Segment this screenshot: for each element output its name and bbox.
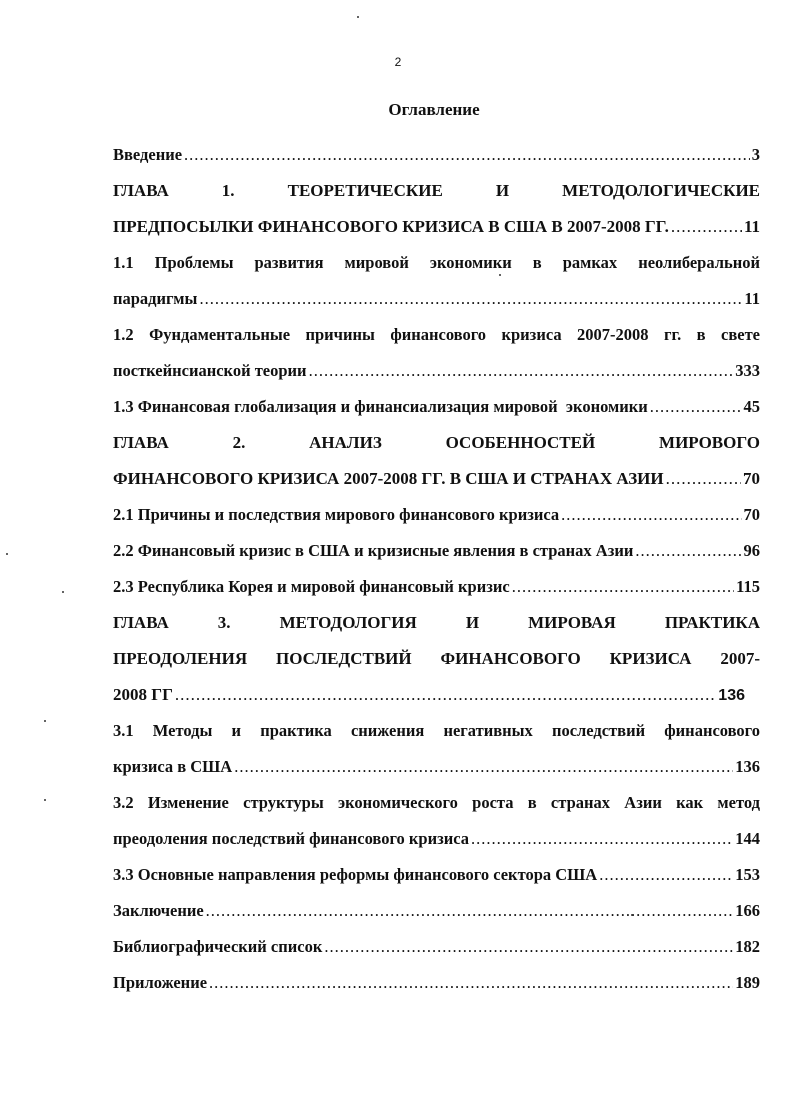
scan-speck [44,799,46,801]
toc-entry-3-2 [113,821,760,857]
chapter-word: МЕТОДОЛОГИЧЕСКИЕ [562,181,761,200]
chapter-word: ГЛАВА 2. [113,433,246,452]
toc-entry-bibliography [113,929,760,965]
scan-speck [44,720,46,722]
toc-entry-label: преодоления последствий финансового кризиса [113,829,470,848]
chapter-word: ОСОБЕННОСТЕЙ [445,433,596,452]
toc-entry-label: Библиографический список [113,937,323,956]
dot-leader [666,461,741,497]
chapter-word: И [465,613,480,632]
scan-speck [499,274,501,276]
toc-entry-2-1 [113,497,760,533]
toc-page-number: 144 [735,829,760,848]
dot-leader [206,893,734,929]
dot-leader [234,749,733,785]
toc-page-number: 45 [743,397,760,416]
toc-title: Оглавление [388,100,480,119]
chapter-word: МИРОВОГО [659,433,760,452]
toc-entry-label: парадигмы [113,289,198,308]
toc-section-3-2-line: 3.2 Изменение структуры экономического роста в странах Азии как метод [113,793,760,812]
dot-leader [561,497,741,533]
dot-leader [671,209,742,245]
toc-chapter-1-heading [113,173,760,209]
dot-leader [209,965,733,1001]
chapter-word: ТЕОРЕТИЧЕСКИЕ [287,181,443,200]
chapter-word: ПРАКТИКА [664,613,761,632]
toc-entry-label: 3.3 Основные направления реформы финансового сектора США [113,865,598,884]
toc-chapter-3-line-2: ПРЕОДОЛЕНИЯ ПОСЛЕДСТВИЙ ФИНАНСОВОГО КРИЗИСА 2007- [113,649,760,668]
toc-page-number: 189 [735,973,760,992]
toc-page-number: 136 [735,757,760,776]
scan-speck [357,16,359,18]
scan-speck [6,553,8,555]
toc-entry-conclusion [113,893,760,929]
toc-page-number: 11 [744,289,760,308]
dot-leader [599,857,733,893]
toc-page-number: 166 [735,901,760,920]
toc-entry-3-3 [113,857,760,893]
toc-section-1-2-line: 1.2 Фундаментальные причины финансового кризиса 2007-2008 гг. в свете [113,325,760,344]
toc-entry-label: 2008 ГГ [113,685,173,704]
toc-entry-label: посткейнсианской теории [113,361,307,380]
toc-entry-intro [113,137,760,173]
chapter-word: И [495,181,510,200]
toc-entry-label: ФИНАНСОВОГО КРИЗИСА 2007-2008 ГГ. В США И СТРАНАХ АЗИИ [113,469,664,488]
dot-leader [324,929,733,965]
toc-entry-1-1 [113,281,760,317]
toc-entry-chapter-2 [113,461,760,497]
chapter-word: МЕТОДОЛОГИЯ [279,613,417,632]
dot-leader [512,569,734,605]
toc-entry-label: Заключение [113,901,204,920]
toc-section-3-1-line: 3.1 Методы и практика снижения негативных последствий финансового [113,721,760,740]
toc-entry-label: 2.3 Республика Корея и мировой финансовый кризис [113,577,510,596]
toc-entry-label: ПРЕДПОСЫЛКИ ФИНАНСОВОГО КРИЗИСА В США В 2007-2008 ГГ. [113,217,669,236]
toc-page-number: 3 [751,145,760,164]
toc-page-number: 70 [743,505,760,524]
toc-entry-2-2 [113,533,760,569]
dot-leader [309,353,734,389]
toc-page-number: 136 [718,687,745,704]
dot-leader [471,821,733,857]
chapter-word: АНАЛИЗ [309,433,382,452]
toc-entry-label: 1.3 Финансовая глобализация и финансиализация мировой экономики [113,397,648,416]
toc-page-number: 182 [735,937,760,956]
dot-leader [175,677,716,713]
toc-entry-appendix [113,965,760,1001]
dot-leader [184,137,750,173]
toc-page-number: 333 [735,361,760,380]
toc-entry-chapter-1 [113,209,760,245]
chapter-word: ГЛАВА 3. [113,613,231,632]
dot-leader [650,389,742,425]
toc-chapter-3-heading [113,605,760,641]
dot-leader [199,281,742,317]
toc-page-number: 96 [743,541,760,560]
chapter-word: МИРОВАЯ [528,613,616,632]
toc-entry-chapter-3 [113,677,745,713]
toc-entry-1-3 [113,389,760,425]
toc-entry-label: 2.2 Финансовый кризис в США и кризисные явления в странах Азии [113,541,634,560]
scan-speck [631,914,633,916]
toc-page-number: 11 [743,217,760,236]
toc-entry-label: 2.1 Причины и последствия мирового финансового кризиса [113,505,560,524]
chapter-word: ГЛАВА 1. [113,181,235,200]
toc-entry-label: Введение [113,145,183,164]
page-number: 2 [394,55,402,69]
toc-entry-label: кризиса в США [113,757,233,776]
toc-entry-label: Приложение [113,973,208,992]
toc-entry-3-1 [113,749,760,785]
toc-page-number: 153 [735,865,760,884]
toc-entry-2-3 [113,569,760,605]
toc-chapter-2-heading [113,425,760,461]
toc-page-number: 70 [743,469,760,488]
dot-leader [635,533,741,569]
scan-speck [62,591,64,593]
toc-section-1-1-line: 1.1 Проблемы развития мировой экономики в рамках неолиберальной [113,253,760,272]
toc-entry-1-2 [113,353,760,389]
table-of-contents [113,137,760,1001]
toc-page-number: 115 [736,577,760,596]
